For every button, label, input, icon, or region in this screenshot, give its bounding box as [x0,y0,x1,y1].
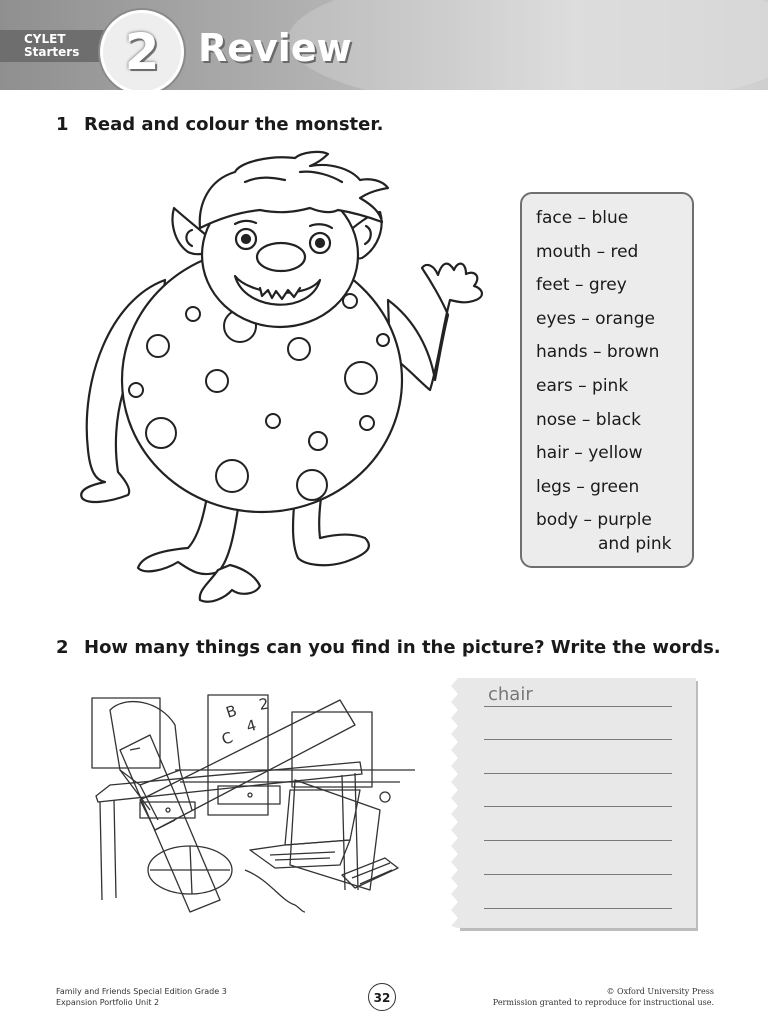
unit-number-badge [100,10,184,90]
scene-letter: C [219,728,236,749]
level-badge-line2: Starters [24,45,80,59]
answer-line-4[interactable] [484,806,672,807]
colour-item: body – purple [536,510,652,531]
banner-decoration [288,0,768,90]
colour-item: hair – yellow [536,443,643,464]
answer-line-5[interactable] [484,840,672,841]
colour-item: eyes – orange [536,308,655,329]
answer-line-1[interactable] [484,706,672,707]
level-badge [0,30,112,62]
footer-book-info [56,986,227,1008]
answer-line-6[interactable] [484,874,672,875]
level-badge-line1: CYLET [24,32,66,46]
colour-item: mouth – red [536,241,639,262]
answer-notepad [458,678,696,928]
scene-letter: 2 [257,694,271,714]
exercise-2-number: 2 [56,637,69,658]
colour-item: feet – grey [536,275,627,296]
example-answer: chair [488,684,533,705]
permission-line: Permission granted to reproduce for instructional use. [492,998,714,1007]
scene-letter: 4 [244,716,259,736]
monster-illustration[interactable] [70,150,500,610]
footer-unit-info: Expansion Portfolio Unit 2 [56,998,160,1007]
footer-book-title: Family and Friends Special Edition Grade 3 [56,987,227,996]
notepad-torn-edge [451,678,461,928]
colour-item: ears – pink [536,375,629,396]
footer-copyright [493,986,714,1008]
exercise-1-instruction: Read and colour the monster. [84,114,384,135]
hidden-objects-picture[interactable] [80,690,425,915]
colour-key-box [520,192,694,568]
colour-item: nose – black [536,409,641,430]
exercise-2-instruction: How many things can you find in the picture? Write the words. [84,637,721,658]
answer-line-3[interactable] [484,773,672,774]
answer-line-7[interactable] [484,908,672,909]
colour-item: face – blue [536,208,629,228]
scene-letter: B [223,701,240,722]
answer-line-2[interactable] [484,739,672,740]
colour-item-continuation: and pink [598,533,672,554]
copyright-line: © Oxford University Press [606,987,714,996]
exercise-1-heading [56,114,384,135]
exercise-1-number: 1 [56,114,69,135]
colour-item: legs – green [536,476,640,497]
unit-number: 2 [124,23,160,81]
page-title: Review [198,26,352,70]
page-number: 32 [368,983,396,1011]
colour-item: hands – brown [536,342,660,363]
exercise-2-heading [56,637,721,658]
header-banner [0,0,768,90]
